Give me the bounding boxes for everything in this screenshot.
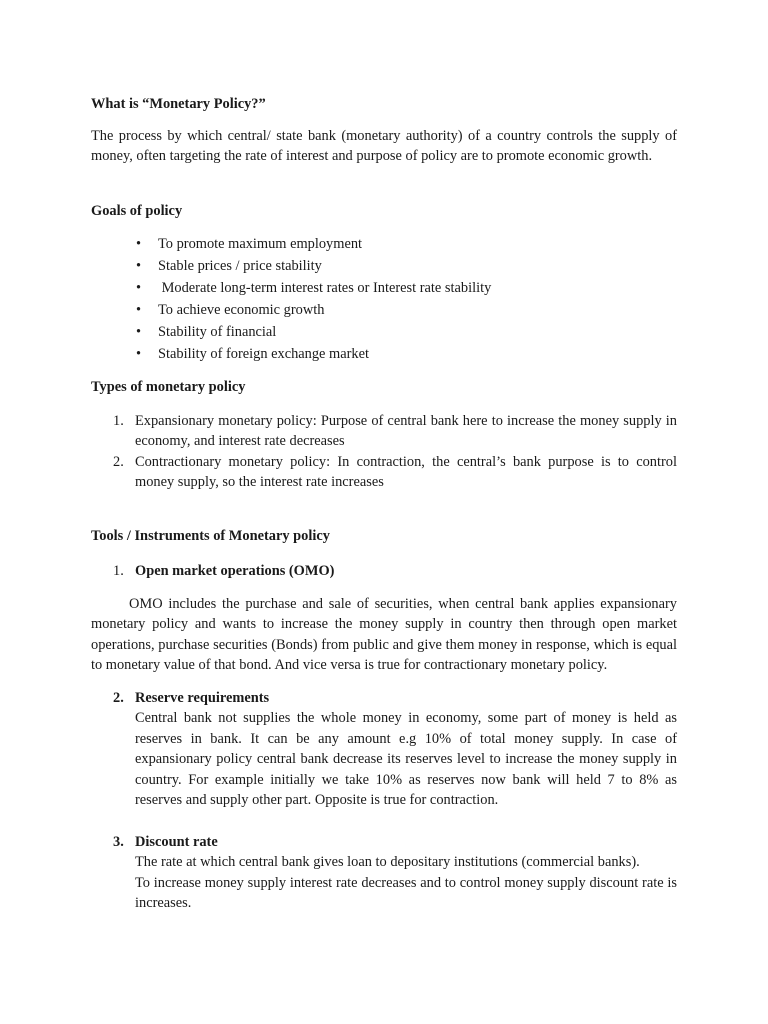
types-heading: Types of monetary policy (91, 379, 246, 395)
tools-heading: Tools / Instruments of Monetary policy (91, 528, 330, 544)
discount-heading: Discount rate (135, 834, 218, 850)
discount-paragraph-1: The rate at which central bank gives loan to depositary institutions (commercial banks). (135, 854, 640, 871)
list-item: • To promote maximum employment (136, 234, 362, 254)
discount-section: 3. Discount rate The rate at which central bank gives loan to depositary institutions (commercial banks). To increase money supply interest rate decreases and to control money supply discount rate is increases. (113, 832, 677, 914)
reserve-paragraph: Central bank not supplies the whole money in economy, some part of money is held as reserves in bank. It can be any amount e.g 10% of total money supply. In case of expansionary policy central bank decrease its reserves level to increase the money supply in country. For example initially we take 10% as reserves now bank will held 7 to 8% as reserves and supply other part. Opposite is true for contraction. (135, 710, 677, 809)
omo-heading: 1. Open market operations (OMO) (113, 563, 335, 579)
list-item: 2. Contractionary monetary policy: In contraction, the central’s bank purpose is to control money supply, so the interest rate increases (113, 454, 677, 491)
reserve-heading: Reserve requirements (135, 690, 270, 706)
list-item: • Stability of foreign exchange market (136, 344, 369, 364)
omo-paragraph: OMO includes the purchase and sale of securities, when central bank applies expansionary monetary policy and wants to increase the money supply in country then through open market operations, purchase securities (Bonds) from public and give them money in response, which is equal to monetary value of that bond. And vice versa is true for contractionary monetary policy. (91, 596, 677, 674)
list-item: 1. Expansionary monetary policy: Purpose of central bank here to increase the money supply in economy, and interest rate decreases (113, 413, 677, 450)
list-item: • Stability of financial (136, 322, 276, 342)
discount-paragraph-2: To increase money supply interest rate decreases and to control money supply discount rate is increases. (135, 874, 677, 912)
list-item: • Moderate long-term interest rates or Interest rate stability (136, 278, 491, 298)
list-item: • To achieve economic growth (136, 300, 324, 320)
page-title: What is “Monetary Policy?” (91, 96, 266, 112)
intro-paragraph: The process by which central/ state bank (monetary authority) of a country controls the supply of money, often targeting the rate of interest and purpose of policy are to promote economic growth. (91, 128, 677, 165)
list-item: • Stable prices / price stability (136, 256, 322, 276)
goals-heading: Goals of policy (91, 203, 183, 219)
reserve-section: 2. Reserve requirements Central bank not supplies the whole money in economy, some part of money is held as reserves in bank. It can be any amount e.g 10% of total money supply. In case of expansionary policy central bank decrease its reserves level to increase the money supply in country. For example initially we take 10% as reserves now bank will held 7 to 8% as reserves and supply other part. Opposite is true for contraction. (113, 688, 677, 810)
